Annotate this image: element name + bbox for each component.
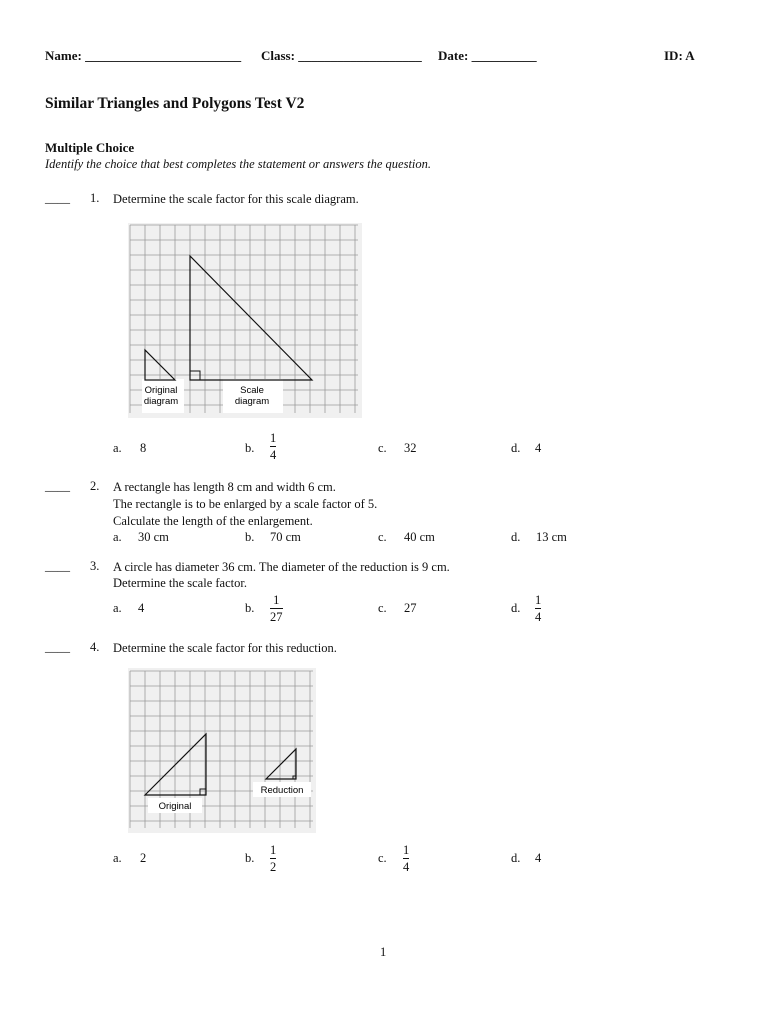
name-field-label: Name: ________________________ bbox=[45, 48, 242, 63]
class-field-label: Class: ___________________ bbox=[261, 48, 422, 63]
option-value: 4 bbox=[535, 851, 542, 865]
fraction-numerator: 1 bbox=[270, 843, 277, 857]
label-original-diagram: diagram bbox=[143, 396, 179, 407]
option-letter: d. bbox=[511, 441, 521, 455]
fraction-denominator: 27 bbox=[270, 610, 283, 624]
option-letter: b. bbox=[245, 851, 255, 865]
option-fraction bbox=[403, 843, 409, 874]
fraction-numerator: 1 bbox=[403, 843, 410, 857]
option-letter: a. bbox=[113, 441, 122, 455]
label-original: Original bbox=[144, 385, 178, 396]
section-instructions: Identify the choice that best completes the statement or answers the question. bbox=[45, 157, 432, 171]
fraction-bar bbox=[270, 608, 283, 609]
fraction-bar bbox=[270, 858, 276, 859]
answer-blank-1: ____ bbox=[45, 191, 70, 205]
fraction-bar bbox=[535, 608, 541, 609]
option-value: 32 bbox=[404, 441, 417, 455]
option-letter: c. bbox=[378, 851, 387, 865]
option-value: 70 cm bbox=[270, 530, 301, 544]
question-number-4: 4. bbox=[90, 640, 100, 654]
question-text-3-line-2: Determine the scale factor. bbox=[113, 576, 247, 590]
id-label: ID: A bbox=[664, 48, 695, 63]
question-text-2-line-1: A rectangle has length 8 cm and width 6 cm. bbox=[113, 480, 336, 494]
option-letter: a. bbox=[113, 530, 122, 544]
option-letter: c. bbox=[378, 441, 387, 455]
fraction-denominator: 2 bbox=[270, 860, 277, 874]
fraction-bar bbox=[270, 446, 276, 447]
fraction-denominator: 4 bbox=[270, 448, 277, 462]
option-letter: a. bbox=[113, 851, 122, 865]
answer-blank-3: ____ bbox=[45, 559, 70, 573]
option-value: 4 bbox=[138, 601, 145, 615]
question-text-2-line-2: The rectangle is to be enlarged by a scale factor of 5. bbox=[113, 497, 378, 511]
question-text-2-line-3: Calculate the length of the enlargement. bbox=[113, 514, 313, 528]
option-value: 13 cm bbox=[536, 530, 567, 544]
answer-blank-4: ____ bbox=[45, 640, 70, 654]
option-fraction bbox=[535, 593, 541, 624]
label-scale-diagram: diagram bbox=[234, 396, 270, 407]
fraction-denominator: 4 bbox=[535, 610, 542, 624]
date-field-label: Date: __________ bbox=[438, 48, 537, 63]
fraction-numerator: 1 bbox=[273, 593, 280, 607]
page-number: 1 bbox=[380, 945, 387, 959]
option-value: 8 bbox=[140, 441, 147, 455]
option-fraction bbox=[270, 593, 283, 624]
question-text-1: Determine the scale factor for this scale diagram. bbox=[113, 192, 359, 206]
option-fraction bbox=[270, 431, 276, 462]
label-reduction: Reduction bbox=[260, 785, 304, 796]
section-heading: Multiple Choice bbox=[45, 140, 135, 155]
option-letter: c. bbox=[378, 530, 387, 544]
fraction-numerator: 1 bbox=[270, 431, 277, 445]
question-text-3-line-1: A circle has diameter 36 cm. The diameter of the reduction is 9 cm. bbox=[113, 560, 450, 574]
option-value: 27 bbox=[404, 601, 417, 615]
answer-blank-2: ____ bbox=[45, 479, 70, 493]
label-original: Original bbox=[158, 801, 192, 812]
option-fraction bbox=[270, 843, 276, 874]
option-letter: d. bbox=[511, 851, 521, 865]
page-title: Similar Triangles and Polygons Test V2 bbox=[45, 95, 305, 112]
question-number-3: 3. bbox=[90, 559, 100, 573]
reduction-diagram-figure bbox=[128, 668, 316, 833]
option-letter: c. bbox=[378, 601, 387, 615]
question-text-4: Determine the scale factor for this reduction. bbox=[113, 641, 337, 655]
option-value: 2 bbox=[140, 851, 147, 865]
fraction-numerator: 1 bbox=[535, 593, 542, 607]
option-letter: b. bbox=[245, 441, 255, 455]
question-number-2: 2. bbox=[90, 479, 100, 493]
option-letter: d. bbox=[511, 601, 521, 615]
option-value: 40 cm bbox=[404, 530, 435, 544]
option-letter: d. bbox=[511, 530, 521, 544]
option-value: 4 bbox=[535, 441, 542, 455]
fraction-denominator: 4 bbox=[403, 860, 410, 874]
label-scale: Scale bbox=[240, 385, 264, 396]
option-letter: a. bbox=[113, 601, 122, 615]
question-number-1: 1. bbox=[90, 191, 100, 205]
fraction-bar bbox=[403, 858, 409, 859]
option-letter: b. bbox=[245, 601, 255, 615]
option-letter: b. bbox=[245, 530, 255, 544]
scale-diagram-figure bbox=[128, 223, 362, 418]
option-value: 30 cm bbox=[138, 530, 169, 544]
